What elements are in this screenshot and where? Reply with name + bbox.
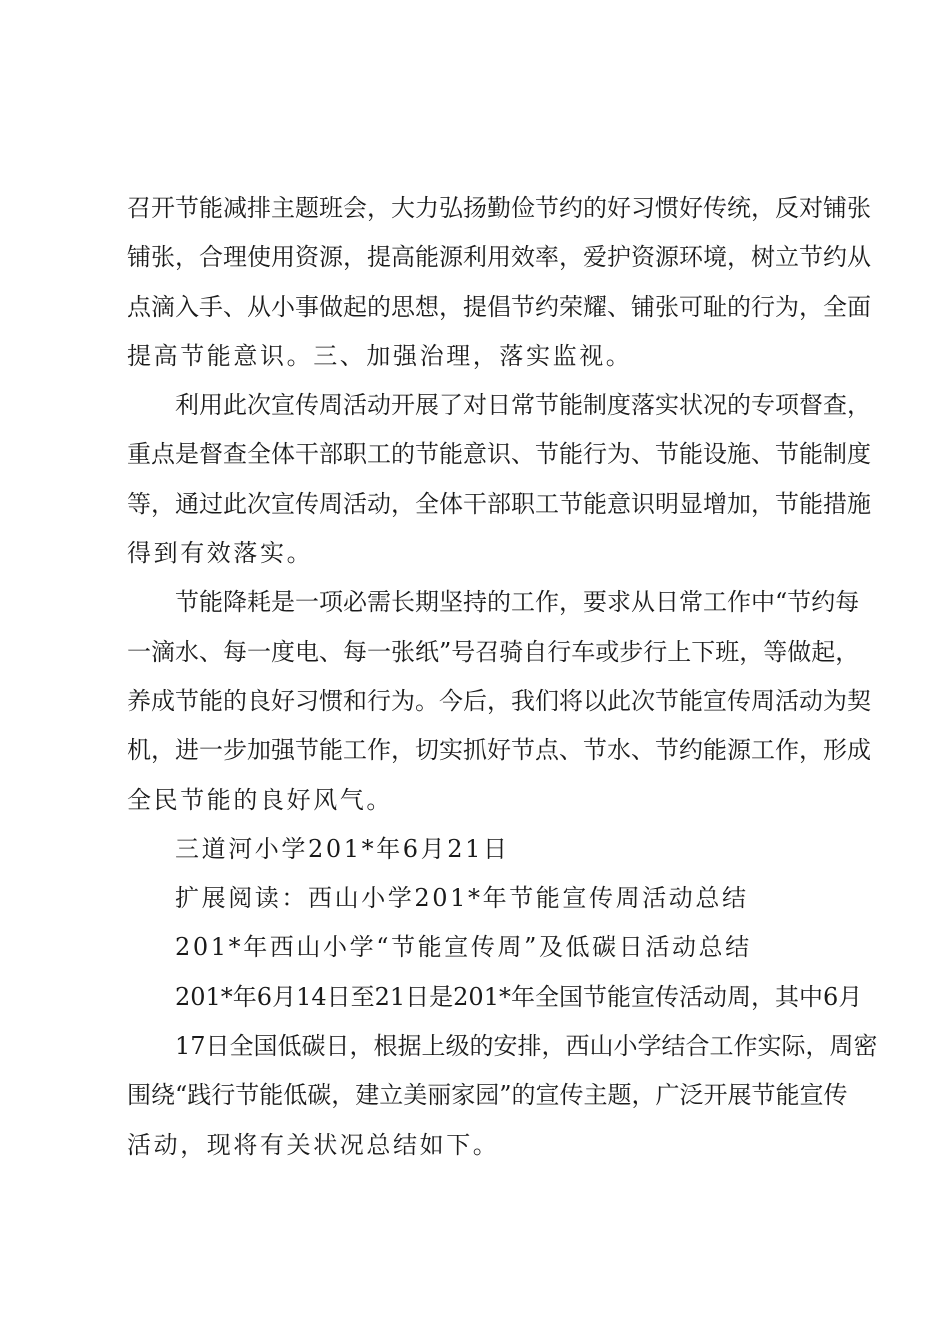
summary-title: 201*年西山小学“节能宣传周”及低碳日活动总结	[175, 933, 752, 961]
signature-line: 三道河小学201*年6月21日	[175, 835, 510, 863]
paragraph-4-line-3: 围绕“践行节能低碳，建立美丽家园”的宣传主题，广泛开展节能宣传	[127, 1081, 848, 1109]
paragraph-4-line-2: 17日全国低碳日，根据上级的安排，西山小学结合工作实际，周密	[175, 1032, 878, 1060]
paragraph-2-line-4: 得到有效落实。	[127, 539, 314, 567]
paragraph-2-line-1: 利用此次宣传周活动开展了对日常节能制度落实状况的专项督查，	[175, 391, 871, 419]
paragraph-3-line-5: 全民节能的良好风气。	[127, 786, 393, 814]
paragraph-4-line-4: 活动，现将有关状况总结如下。	[127, 1131, 500, 1159]
paragraph-1-line-3: 点滴入手、从小事做起的思想，提倡节约荣耀、铺张可耻的行为，全面	[127, 293, 871, 321]
paragraph-3-line-3: 养成节能的良好习惯和行为。今后，我们将以此次节能宣传周活动为契	[127, 687, 871, 715]
paragraph-1-line-1: 召开节能减排主题班会，大力弘扬勤俭节约的好习惯好传统，反对铺张	[127, 194, 871, 222]
paragraph-1-line-2: 铺张，合理使用资源，提高能源利用效率，爱护资源环境，树立节约从	[127, 243, 871, 271]
paragraph-3-line-1: 节能降耗是一项必需长期坚持的工作，要求从日常工作中“节约每	[175, 588, 860, 616]
paragraph-3-line-4: 机，进一步加强节能工作，切实抓好节点、节水、节约能源工作，形成	[127, 736, 871, 764]
paragraph-1-line-4: 提高节能意识。三、加强治理，落实监视。	[127, 342, 633, 370]
paragraph-3-line-2: 一滴水、每一度电、每一张纸”号召骑自行车或步行上下班，等做起，	[127, 638, 860, 666]
paragraph-2-line-2: 重点是督查全体干部职工的节能意识、节能行为、节能设施、节能制度	[127, 440, 871, 468]
paragraph-2-line-3: 等，通过此次宣传周活动，全体干部职工节能意识明显增加，节能措施	[127, 490, 871, 518]
paragraph-4-line-1: 201*年6月14日至21日是201*年全国节能宣传活动周，其中6月	[175, 983, 863, 1011]
extended-reading-heading: 扩展阅读：西山小学201*年节能宣传周活动总结	[175, 884, 749, 912]
